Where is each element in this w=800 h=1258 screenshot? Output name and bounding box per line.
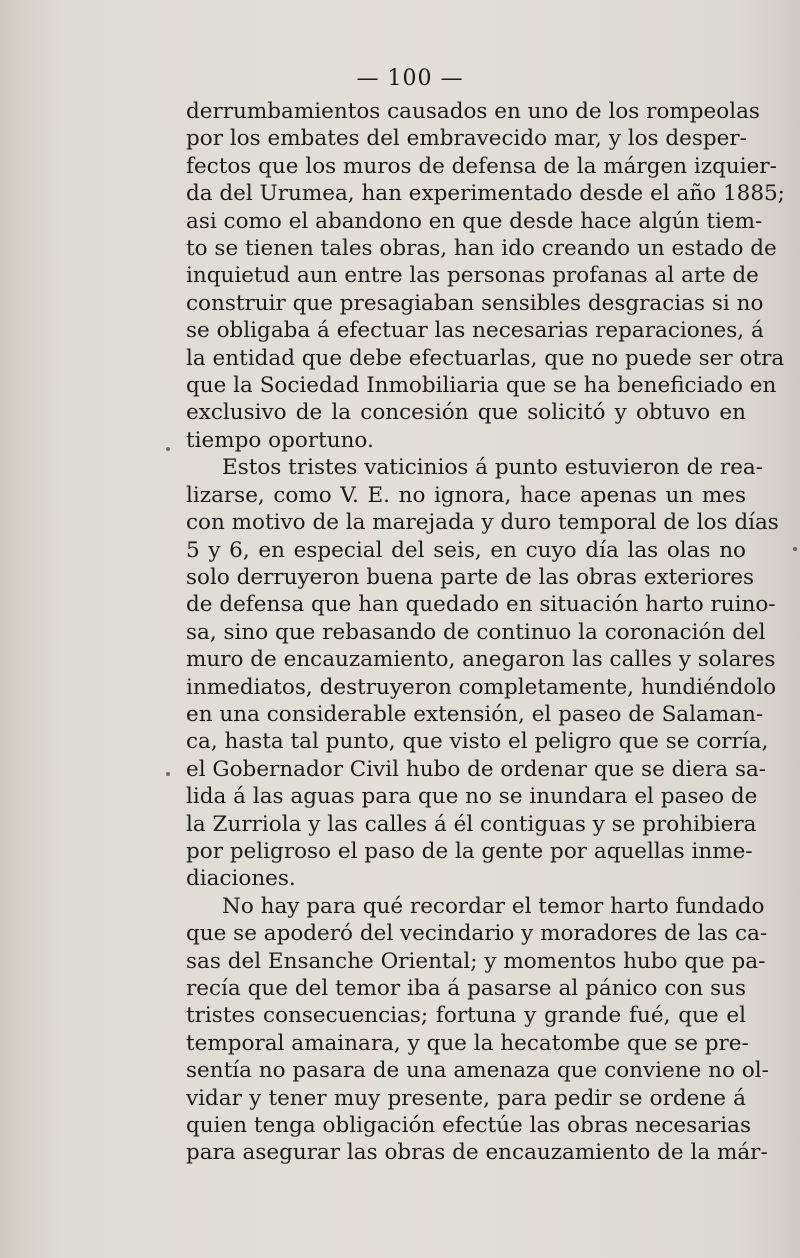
- text-line: vidar y tener muy presente, para pedir se ordene á: [186, 1085, 746, 1111]
- text-line: inmediatos, destruyeron completamente, hundiéndolo: [186, 674, 777, 700]
- text-line: to se tienen tales obras, han ido creando un estado de: [186, 236, 777, 262]
- text-line: sentía no pasara de una amenaza que conviene no ol-: [186, 1058, 769, 1084]
- text-line: para asegurar las obras de encauzamiento de la már-: [186, 1140, 768, 1166]
- text-line: se obligaba á efectuar las necesarias reparaciones, á: [186, 318, 764, 344]
- text-line: tristes consecuencias; fortuna y grande fué, que el: [186, 1003, 746, 1029]
- text-line: el Gobernador Civil hubo de ordenar que se diera sa-: [186, 756, 767, 782]
- text-line: lizarse, como V. E. no ignora, hace apenas un mes: [186, 482, 746, 508]
- body-text: [186, 98, 785, 1167]
- text-line: la Zurriola y las calles á él contiguas y se prohibiera: [186, 811, 757, 837]
- paragraph: [186, 454, 779, 893]
- text-line: la entidad que debe efectuarlas, que no puede ser otra: [186, 345, 785, 371]
- paragraph: [186, 98, 785, 454]
- text-line: de defensa que han quedado en situación harto ruino-: [186, 592, 776, 618]
- text-line: con motivo de la marejada y duro temporal de los días: [186, 510, 779, 536]
- text-line: inquietud aun entre las personas profanas al arte de: [186, 263, 759, 289]
- text-line: construir que presagiaban sensibles desgracias si no: [186, 290, 764, 316]
- text-line: solo derruyeron buena parte de las obras exteriores: [186, 564, 755, 590]
- text-line: quien tenga obligación efectúe las obras necesarias: [186, 1113, 752, 1139]
- text-line: temporal amainara, y que la hecatombe que se pre-: [186, 1030, 749, 1056]
- margin-speck: [793, 547, 797, 551]
- text-line: 5 y 6, en especial del seis, en cuyo día las olas no: [186, 537, 746, 563]
- text-line: fectos que los muros de defensa de la márgen izquier-: [186, 153, 777, 179]
- text-line: lida á las aguas para que no se inundara el paseo de: [186, 784, 758, 810]
- text-line: exclusivo de la concesión que solicitó y obtuvo en: [186, 400, 746, 426]
- text-line: muro de encauzamiento, anegaron las calles y solares: [186, 647, 776, 673]
- text-line: sas del Ensanche Oriental; y momentos hubo que pa-: [186, 948, 766, 974]
- text-line: da del Urumea, han experimentado desde el año 1885;: [186, 181, 785, 207]
- text-line: Estos tristes vaticinios á punto estuvieron de rea-: [222, 455, 763, 481]
- text-line: por peligroso el paso de la gente por aquellas inme-: [186, 838, 753, 864]
- page-number: — 100 —: [356, 66, 464, 91]
- text-line: No hay para qué recordar el temor harto fundado: [222, 893, 765, 919]
- margin-speck: [166, 772, 170, 776]
- text-line: diaciones.: [186, 866, 296, 892]
- text-line: tiempo oportuno.: [186, 427, 374, 453]
- text-line: ca, hasta tal punto, que visto el peligro que se corría,: [186, 729, 769, 755]
- text-line: en una considerable extensión, el paseo de Salaman-: [186, 701, 764, 727]
- text-line: sa, sino que rebasando de continuo la coronación del: [186, 619, 766, 645]
- text-line: derrumbamientos causados en uno de los rompeolas: [186, 99, 760, 124]
- text-line: asi como el abandono en que desde hace algún tiem-: [186, 208, 763, 234]
- margin-speck: [166, 447, 170, 451]
- text-line: que se apoderó del vecindario y moradores de las ca-: [186, 921, 768, 947]
- text-line: que la Sociedad Inmobiliaria que se ha beneficiado en: [186, 373, 777, 399]
- text-line: por los embates del embravecido mar, y los desper-: [186, 126, 747, 152]
- paragraph: [186, 893, 769, 1167]
- text-line: recía que del temor iba á pasarse al pánico con sus: [186, 976, 746, 1001]
